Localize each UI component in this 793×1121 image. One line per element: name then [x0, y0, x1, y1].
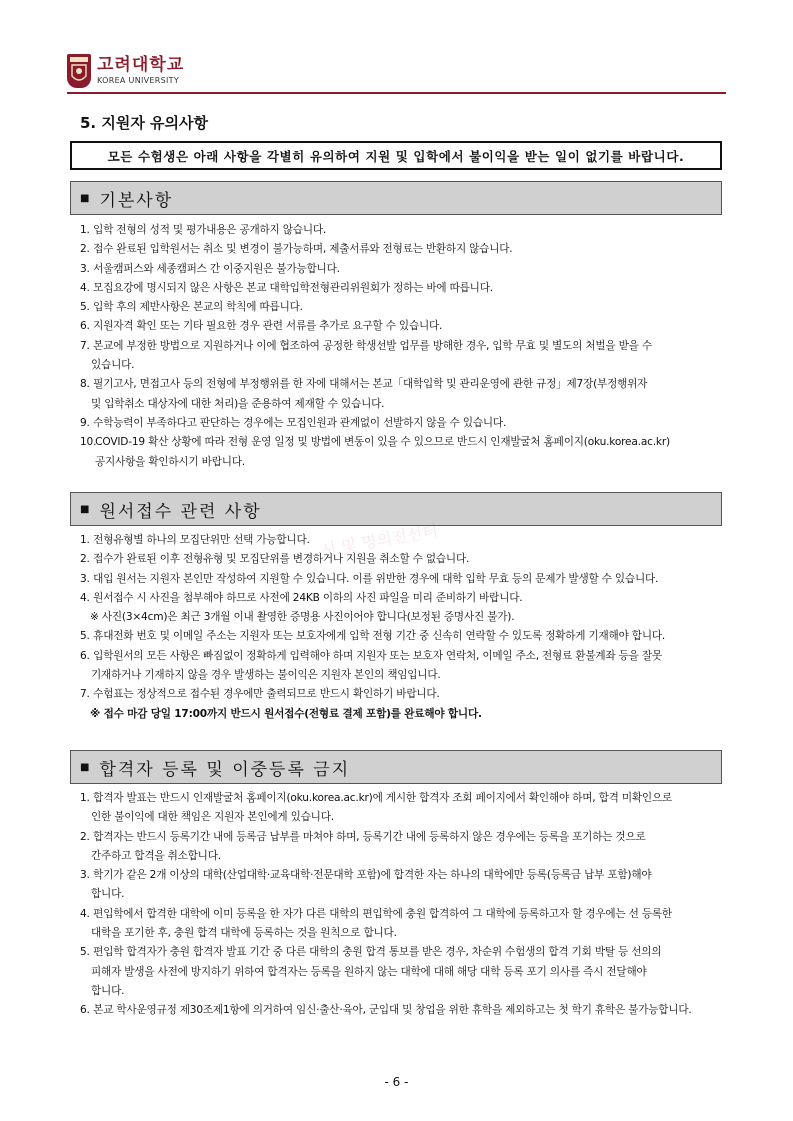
list-item: 1. 전형유형별 하나의 모집단위만 선택 가능합니다. — [80, 534, 310, 546]
university-logo — [67, 54, 184, 88]
list-item: 10. COVID-19 확산 상황에 따라 전형 운영 일정 및 방법에 변동이 있을 수 있으므로 반드시 인재발굴처 홈페이지(oku.korea.ac.kr) — [80, 436, 670, 449]
subsection-header-basic — [70, 181, 722, 215]
list-item-continuation: 공지사항을 확인하시기 바랍니다. — [95, 455, 245, 468]
subsection-header-admitted — [70, 750, 722, 784]
application-list — [80, 531, 730, 724]
list-item-continuation: 인한 불이익에 대한 책임은 지원자 본인에게 있습니다. — [91, 811, 334, 824]
list-item-continuation: 대학을 포기한 후, 충원 합격 대학에 등록하는 것을 원칙으로 합니다. — [91, 927, 397, 940]
logo-english: KOREA UNIVERSITY — [97, 76, 180, 85]
basic-list — [80, 221, 730, 472]
list-item: 3. 학기가 같은 2개 이상의 대학(산업대학·교육대학·전문대학 포함)에 합격한 자는 하나의 대학에만 등록(등록금 납부 포함)해야 — [80, 869, 652, 882]
page-number: - 6 - — [384, 1075, 409, 1089]
list-item: 4. 모집요강에 명시되지 않은 사항은 본교 대학입학전형관리위원회가 정하는 바에 따릅니다. — [80, 281, 493, 294]
section-title: 5. 지원자 유의사항 — [80, 114, 209, 132]
list-item: 8. 필기고사, 면접고사 등의 전형에 부정행위를 한 자에 대해서는 본교「대학입학 및 관리운영에 관한 규정」제7장(부정행위자 — [80, 378, 648, 391]
list-item-continuation: 기재하거나 기재하지 않을 경우 발생하는 불이익은 지원자 본인의 책임입니다. — [91, 669, 441, 682]
crest-icon — [67, 54, 91, 88]
list-item-continuation: 및 입학취소 대상자에 대한 처리)을 준용하여 제재할 수 있습니다. — [91, 397, 385, 410]
list-item: 2. 접수 완료된 입학원서는 취소 및 변경이 불가능하며, 제출서류와 전형료는 반환하지 않습니다. — [80, 243, 513, 256]
list-item: 3. 서울캠퍼스와 세종캠퍼스 간 이중지원은 불가능합니다. — [80, 262, 340, 275]
list-item: 7. 본교에 부정한 방법으로 지원하거나 이에 협조하여 공정한 학생선발 업무를 방해한 경우, 입학 무효 및 별도의 처벌을 받을 수 — [80, 339, 652, 352]
logo-korean: 고려대학교 — [97, 55, 185, 75]
list-item-continuation: 합니다. — [91, 984, 125, 997]
list-item: 4. 원서접수 시 사진을 첨부해야 하므로 사전에 24KB 이하의 사진 파일을 미리 준비하기 바랍니다. — [80, 591, 523, 604]
list-item: 1. 합격자 발표는 반드시 인재발굴처 홈페이지(oku.korea.ac.kr)에 게시한 합격자 조회 페이지에서 확인해야 하며, 합격 미확인으로 — [80, 792, 673, 804]
subsection-header-application — [70, 492, 722, 526]
subsection-title: 기본사항 — [99, 190, 174, 211]
list-item: 2. 합격자는 반드시 등록기간 내에 등록금 납부를 마쳐야 하며, 등록기간 내에 등록하지 않은 경우에는 등록을 포기하는 것으로 — [80, 830, 646, 843]
list-item: 1. 입학 전형의 성적 및 평가내용은 공개하지 않습니다. — [80, 224, 327, 236]
photo-note: ※ 사진(3×4cm)은 최근 3개월 이내 촬영한 증명용 사진이어야 합니다(보정된 증명사진 불가). — [90, 611, 515, 624]
list-item: 6. 본교 학사운영규정 제30조제1항에 의거하여 임신·출산·육아, 군입대 및 창업을 위한 휴학을 제외하고는 첫 학기 휴학은 불가능합니다. — [80, 1004, 692, 1017]
deadline-note: ※ 접수 마감 당일 17:00까지 반드시 원서접수(전형료 결제 포함)를 완료해야 합니다. — [90, 707, 482, 720]
admitted-list — [80, 789, 730, 1021]
list-item: 2. 접수가 완료된 이후 전형유형 및 모집단위를 변경하거나 지원을 취소할 수 없습니다. — [80, 553, 470, 566]
notice-box — [70, 141, 722, 170]
square-bullet-icon: ■ — [80, 192, 90, 204]
list-item: 3. 대입 원서는 지원자 본인만 작성하여 지원할 수 있습니다. 이를 위반한 경우에 대학 입학 무효 등의 문제가 발생할 수 있습니다. — [80, 572, 659, 585]
notice-text: 모든 수험생은 아래 사항을 각별히 유의하여 지원 및 입학에서 불이익을 받는 일이 없기를 바랍니다. — [107, 148, 685, 164]
square-bullet-icon: ■ — [80, 761, 90, 773]
list-item-continuation: 있습니다. — [91, 359, 135, 372]
header-divider — [67, 92, 726, 94]
subsection-title: 합격자 등록 및 이중등록 금지 — [99, 759, 351, 780]
square-bullet-icon: ■ — [80, 503, 90, 515]
list-item: 4. 편입학에서 합격한 대학에 이미 등록을 한 자가 다른 대학의 편입학에 충원 합격하여 그 대학에 등록하고자 할 경우에는 선 등록한 — [80, 907, 672, 920]
list-item-continuation: 합니다. — [91, 888, 125, 901]
list-item: 5. 입학 후의 제반사항은 본교의 학칙에 따릅니다. — [80, 301, 303, 314]
list-item: 6. 입학원서의 모든 사항은 빠짐없이 정확하게 입력해야 하며 지원자 또는 보호자 연락처, 이메일 주소, 전형료 환불계좌 등을 잘못 — [80, 649, 662, 662]
list-item: 6. 지원자격 확인 또는 기타 필요한 경우 관련 서류를 추가로 요구할 수 있습니다. — [80, 320, 443, 333]
list-item-continuation: 간주하고 합격을 취소합니다. — [91, 849, 221, 862]
subsection-title: 원서접수 관련 사항 — [99, 501, 262, 522]
list-item: 9. 수학능력이 부족하다고 판단하는 경우에는 모집인원과 관계없이 선발하지 않을 수 있습니다. — [80, 416, 507, 429]
list-item: 5. 휴대전화 번호 및 이메일 주소는 지원자 또는 보호자에게 입학 전형 기간 중 신속히 연락할 수 있도록 정확하게 기재해야 합니다. — [80, 630, 666, 643]
list-item-continuation: 피해자 발생을 사전에 방지하기 위하여 합격자는 등록을 원하지 않는 대학에 대해 해당 대학 등록 포기 의사를 즉시 전달해야 — [91, 965, 647, 978]
list-item: 5. 편입학 합격자가 충원 합격자 발표 기간 중 다른 대학의 충원 합격 통보를 받은 경우, 차순위 수험생의 합격 기회 박탈 등 선의의 — [80, 946, 662, 959]
list-item: 7. 수험표는 정상적으로 접수된 경우에만 출력되므로 반드시 확인하기 바랍니다. — [80, 688, 440, 701]
watermark: 시 및 명의전선터 — [319, 520, 440, 561]
